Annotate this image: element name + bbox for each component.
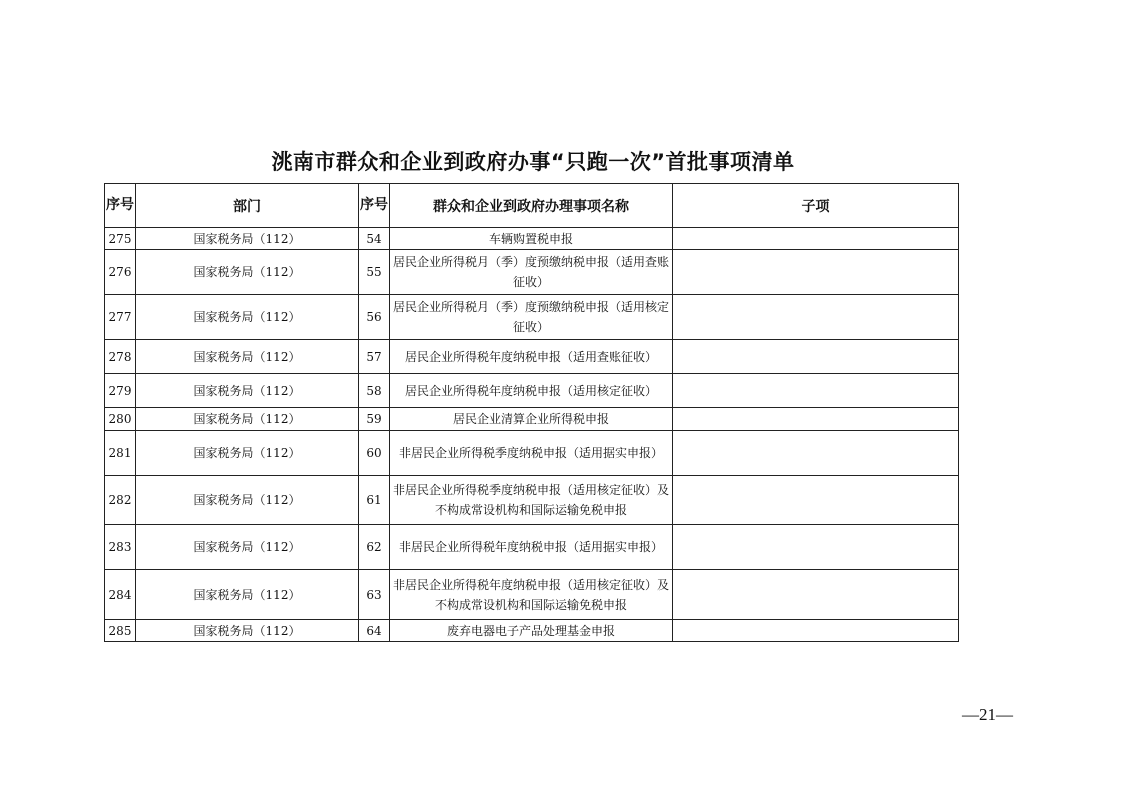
seq-cell: 283 — [105, 525, 136, 570]
seq2-cell: 59 — [359, 408, 390, 431]
item-cell: 非居民企业所得税季度纳税申报（适用据实申报） — [390, 431, 673, 476]
seq2-cell: 62 — [359, 525, 390, 570]
header-seq: 序号 — [105, 184, 136, 228]
table-row — [105, 476, 959, 525]
seq-cell: 281 — [105, 431, 136, 476]
dept-cell: 国家税务局（112） — [136, 620, 359, 642]
sub-cell — [673, 340, 959, 374]
item-cell: 居民企业所得税月（季）度预缴纳税申报（适用查账征收） — [390, 250, 673, 295]
seq2-cell: 54 — [359, 228, 390, 250]
sub-cell — [673, 408, 959, 431]
dept-cell: 国家税务局（112） — [136, 570, 359, 620]
sub-cell — [673, 295, 959, 340]
table-row — [105, 228, 959, 250]
dept-cell: 国家税务局（112） — [136, 228, 359, 250]
sub-cell — [673, 570, 959, 620]
seq2-cell: 64 — [359, 620, 390, 642]
sub-cell — [673, 476, 959, 525]
table-row — [105, 295, 959, 340]
seq2-cell: 61 — [359, 476, 390, 525]
seq-cell: 278 — [105, 340, 136, 374]
table-row — [105, 570, 959, 620]
seq-cell: 284 — [105, 570, 136, 620]
item-cell: 居民企业所得税年度纳税申报（适用核定征收） — [390, 374, 673, 408]
item-cell: 非居民企业所得税季度纳税申报（适用核定征收）及不构成常设机构和国际运输免税申报 — [390, 476, 673, 525]
table-header-row — [105, 184, 959, 228]
seq-cell: 285 — [105, 620, 136, 642]
dept-cell: 国家税务局（112） — [136, 408, 359, 431]
dept-cell: 国家税务局（112） — [136, 431, 359, 476]
seq-cell: 275 — [105, 228, 136, 250]
table-row — [105, 620, 959, 642]
item-cell: 居民企业所得税月（季）度预缴纳税申报（适用核定征收） — [390, 295, 673, 340]
seq2-cell: 63 — [359, 570, 390, 620]
sub-cell — [673, 250, 959, 295]
page-title: 洮南市群众和企业到政府办事“只跑一次”首批事项清单 — [271, 150, 795, 174]
seq2-cell: 55 — [359, 250, 390, 295]
item-cell: 车辆购置税申报 — [390, 228, 673, 250]
seq2-cell: 60 — [359, 431, 390, 476]
item-cell: 废弃电器电子产品处理基金申报 — [390, 620, 673, 642]
dept-cell: 国家税务局（112） — [136, 340, 359, 374]
item-cell: 非居民企业所得税年度纳税申报（适用据实申报） — [390, 525, 673, 570]
dept-cell: 国家税务局（112） — [136, 250, 359, 295]
dept-cell: 国家税务局（112） — [136, 295, 359, 340]
sub-cell — [673, 525, 959, 570]
header-item: 群众和企业到政府办理事项名称 — [390, 184, 673, 228]
table-row — [105, 525, 959, 570]
sub-cell — [673, 620, 959, 642]
seq-cell: 276 — [105, 250, 136, 295]
seq-cell: 277 — [105, 295, 136, 340]
seq-cell: 279 — [105, 374, 136, 408]
items-table — [104, 183, 959, 642]
seq-cell: 280 — [105, 408, 136, 431]
sub-cell — [673, 374, 959, 408]
table-row — [105, 374, 959, 408]
seq2-cell: 56 — [359, 295, 390, 340]
dept-cell: 国家税务局（112） — [136, 374, 359, 408]
item-cell: 居民企业清算企业所得税申报 — [390, 408, 673, 431]
table-row — [105, 250, 959, 295]
item-cell: 居民企业所得税年度纳税申报（适用查账征收） — [390, 340, 673, 374]
dept-cell: 国家税务局（112） — [136, 525, 359, 570]
seq2-cell: 58 — [359, 374, 390, 408]
header-dept: 部门 — [136, 184, 359, 228]
seq-cell: 282 — [105, 476, 136, 525]
table-row — [105, 340, 959, 374]
table-row — [105, 408, 959, 431]
table-row — [105, 431, 959, 476]
page-number: —21— — [962, 705, 1013, 724]
sub-cell — [673, 431, 959, 476]
sub-cell — [673, 228, 959, 250]
header-seq2: 序号 — [359, 184, 390, 228]
item-cell: 非居民企业所得税年度纳税申报（适用核定征收）及不构成常设机构和国际运输免税申报 — [390, 570, 673, 620]
dept-cell: 国家税务局（112） — [136, 476, 359, 525]
seq2-cell: 57 — [359, 340, 390, 374]
header-sub: 子项 — [673, 184, 959, 228]
